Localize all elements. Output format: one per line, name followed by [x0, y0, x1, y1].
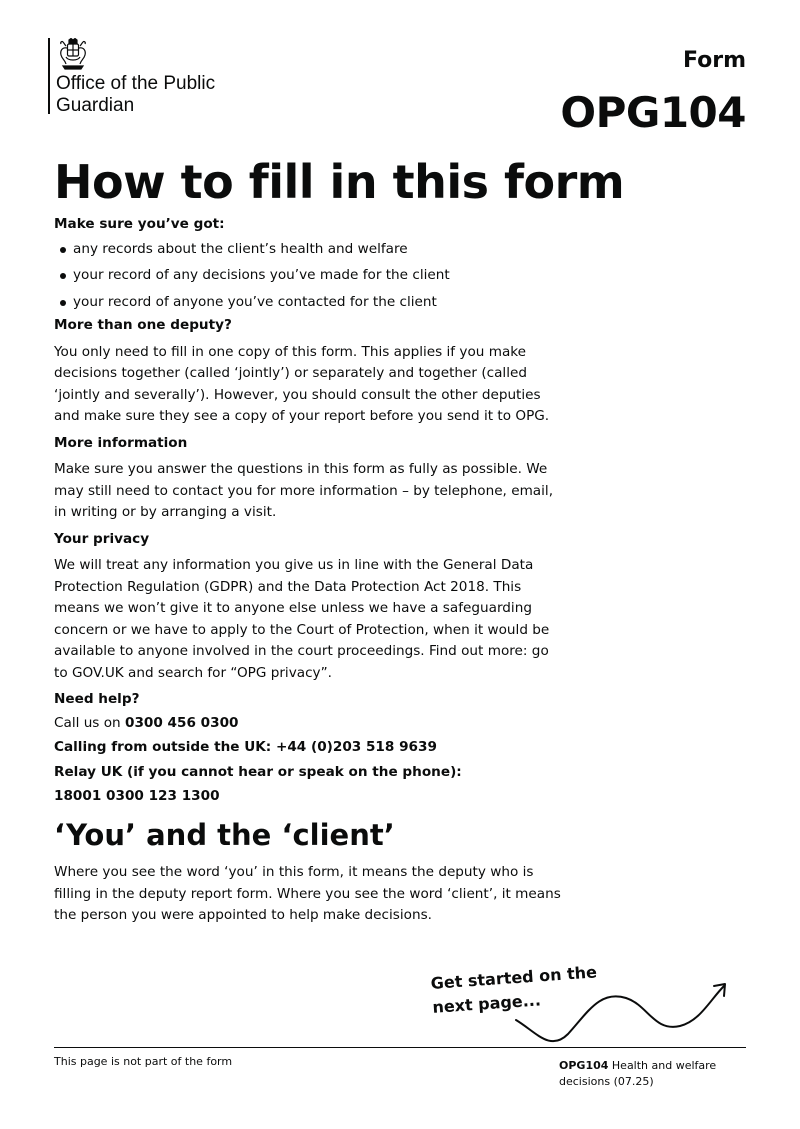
call-prefix: Call us on	[54, 714, 125, 731]
footer-form-desc: Health and welfare decisions (07.25)	[559, 1059, 717, 1088]
privacy-text: We will treat any information you give us in line with the General Data Protection Regulation (GDPR) and the Data Protection Act 2018. This means we won’t give it to anyone else unless we have a safeguarding concern or we have to apply to the Court of Protection, when it would be available to anyone involved in the court proceedings. Find out more: go to GOV.UK and search for “OPG privacy”.	[54, 557, 550, 681]
instructions-section	[54, 214, 564, 809]
help-heading: Need help?	[54, 691, 140, 707]
form-label: Form	[682, 48, 746, 73]
footer-divider	[54, 1047, 746, 1048]
get-started-line-1: Get started on the	[430, 962, 598, 993]
form-number: OPG104	[560, 88, 746, 137]
make-sure-heading: Make sure you’ve got:	[54, 216, 225, 232]
relay-number: 18001 0300 123 1300	[54, 788, 220, 804]
organisation-name: Office of the Public Guardian	[56, 73, 216, 116]
more-than-one-text: You only need to fill in one copy of this form. This applies if you make decisions together (called ‘jointly’) or separately and together (called ‘jointly and severally’). However, you should consult the other deputies and make sure they see a copy of your report before you send it to OPG.	[54, 343, 550, 424]
logo-rule	[48, 38, 50, 114]
relay-line: Relay UK (if you cannot hear or speak on the phone):	[54, 763, 462, 780]
page-title: How to fill in this form	[54, 155, 625, 209]
list-item: your record of any decisions you’ve made for the client	[54, 262, 564, 289]
outside-uk-line: Calling from outside the UK: +44 (0)203 518 9639	[54, 739, 437, 755]
arrow-squiggle-icon	[510, 978, 740, 1048]
more-info-heading: More information	[54, 434, 188, 451]
get-started-line-2: next page...	[431, 990, 542, 1017]
you-client-text: Where you see the word ‘you’ in this form, it means the deputy who is filling in the deputy report form. Where you see the word ‘client’, it means the person you were appointed to help make decisions.	[54, 864, 561, 923]
you-client-heading: ‘You’ and the ‘client’	[54, 818, 395, 852]
list-item: any records about the client’s health and welfare	[54, 236, 564, 263]
phone-number: 0300 456 0300	[124, 714, 239, 731]
list-item: your record of anyone you’ve contacted for the client	[54, 289, 564, 316]
footer-form-code: OPG104	[559, 1059, 609, 1072]
privacy-heading: Your privacy	[54, 530, 150, 547]
checklist	[54, 236, 564, 316]
call-us-line	[54, 711, 564, 736]
more-than-one-heading: More than one deputy?	[54, 317, 232, 333]
more-info-text: Make sure you answer the questions in this form as fully as possible. We may still need to contact you for more information – by telephone, email, in writing or by arranging a visit.	[54, 461, 554, 520]
footer-note: This page is not part of the form	[54, 1055, 233, 1068]
royal-crest-icon	[56, 38, 90, 70]
footer-form-info	[559, 1058, 749, 1090]
